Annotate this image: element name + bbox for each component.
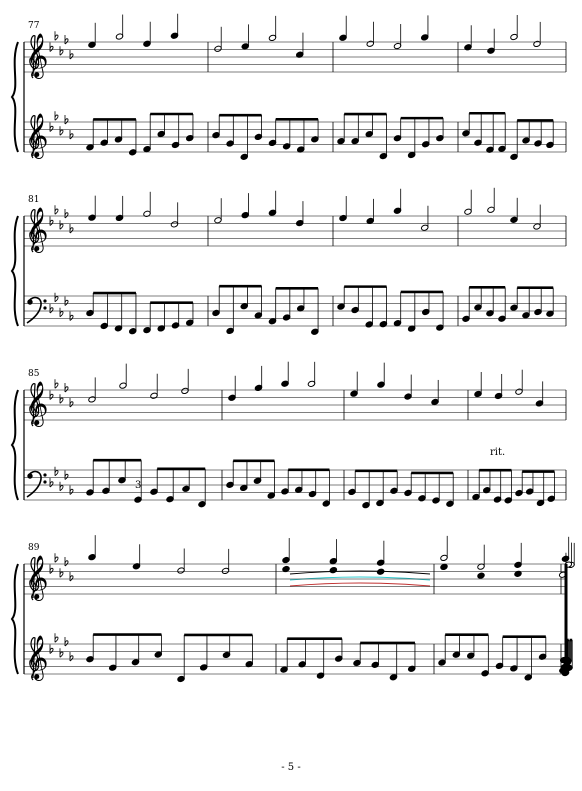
measure-notes xyxy=(88,535,230,574)
flat-sign xyxy=(60,308,63,317)
measure-notes xyxy=(86,293,194,335)
svg-text:𝄞: 𝄞 xyxy=(26,635,49,679)
measure-notes xyxy=(214,16,304,58)
flat-sign xyxy=(50,391,53,400)
measure-number: 85 xyxy=(28,369,40,379)
brace xyxy=(12,216,18,326)
system-85 xyxy=(12,362,566,509)
measure-number: 81 xyxy=(28,195,40,205)
flat-sign xyxy=(70,50,73,59)
svg-text:𝄞: 𝄞 xyxy=(26,33,49,77)
tuplet-three: 3 xyxy=(135,480,142,491)
measure-number: 89 xyxy=(28,543,40,553)
measure-notes xyxy=(462,287,554,322)
flat-sign xyxy=(65,35,68,44)
measure-notes xyxy=(228,362,316,402)
measure-notes xyxy=(339,15,429,49)
treble-staff xyxy=(24,564,566,594)
note-head xyxy=(329,567,337,574)
flat-sign xyxy=(60,220,63,229)
flat-sign xyxy=(70,486,73,495)
bass-staff xyxy=(24,122,566,152)
flat-sign xyxy=(50,565,53,574)
measure-notes xyxy=(86,114,194,156)
rit-marking: rit. xyxy=(490,447,506,458)
flat-sign xyxy=(55,205,58,214)
flat-sign xyxy=(55,293,58,302)
measure-notes xyxy=(337,287,444,332)
bass-staff xyxy=(24,470,566,500)
flat-sign xyxy=(50,478,53,487)
measure-notes xyxy=(88,192,179,228)
measure-notes xyxy=(350,363,439,406)
measure-notes xyxy=(282,538,385,575)
tie xyxy=(290,583,430,586)
brace xyxy=(12,390,18,500)
flat-sign xyxy=(50,217,53,226)
bass-clef-icon xyxy=(27,472,46,497)
bass-clef-icon xyxy=(27,298,46,323)
flat-sign xyxy=(55,111,58,120)
measure-notes xyxy=(280,639,416,681)
flat-sign xyxy=(60,482,63,491)
flat-sign xyxy=(50,43,53,52)
measure-notes xyxy=(348,471,454,509)
page-number: - 5 - xyxy=(281,762,301,773)
svg-text:𝄞: 𝄞 xyxy=(26,207,49,251)
flat-sign xyxy=(55,553,58,562)
tie xyxy=(290,577,430,580)
flat-sign xyxy=(55,31,58,40)
system-81 xyxy=(12,188,566,335)
system-89 xyxy=(12,535,575,682)
svg-text:𝄞: 𝄞 xyxy=(26,381,49,425)
treble-staff xyxy=(24,216,566,246)
measure-notes xyxy=(472,470,555,506)
flat-sign xyxy=(50,123,53,132)
measure-notes xyxy=(86,460,206,507)
flat-sign xyxy=(65,637,68,646)
measure-notes xyxy=(440,536,522,579)
flat-sign xyxy=(70,652,73,661)
svg-text:𝄞: 𝄞 xyxy=(26,113,49,157)
flat-sign xyxy=(70,130,73,139)
measure-number: 77 xyxy=(28,21,40,31)
flat-sign xyxy=(55,633,58,642)
measure-notes xyxy=(474,370,544,407)
flat-sign xyxy=(70,398,73,407)
flat-sign xyxy=(55,467,58,476)
measure-notes xyxy=(339,189,429,231)
flat-sign xyxy=(60,568,63,577)
flat-sign xyxy=(65,557,68,566)
measure-notes xyxy=(88,14,179,49)
measure-notes xyxy=(464,15,541,54)
flat-sign xyxy=(70,312,73,321)
flat-sign xyxy=(70,572,73,581)
treble-staff xyxy=(24,390,566,420)
flat-sign xyxy=(60,648,63,657)
flat-sign xyxy=(70,224,73,233)
flat-sign xyxy=(60,126,63,135)
flat-sign xyxy=(50,304,53,313)
svg-text:𝄞: 𝄞 xyxy=(26,555,49,599)
flat-sign xyxy=(65,383,68,392)
treble-staff xyxy=(24,42,566,72)
bass-staff xyxy=(24,296,566,326)
note-head xyxy=(477,572,485,579)
brace xyxy=(12,42,18,152)
flat-sign xyxy=(60,46,63,55)
flat-sign xyxy=(55,379,58,388)
note-head xyxy=(440,563,448,570)
bass-staff xyxy=(24,644,566,674)
flat-sign xyxy=(65,297,68,306)
flat-sign xyxy=(65,209,68,218)
flat-sign xyxy=(50,645,53,654)
measure-notes xyxy=(86,635,253,683)
flat-sign xyxy=(65,115,68,124)
system-77 xyxy=(12,14,566,161)
flat-sign xyxy=(65,471,68,480)
measure-notes xyxy=(88,364,189,403)
measure-notes xyxy=(214,191,304,227)
flat-sign xyxy=(60,394,63,403)
brace xyxy=(12,564,18,674)
